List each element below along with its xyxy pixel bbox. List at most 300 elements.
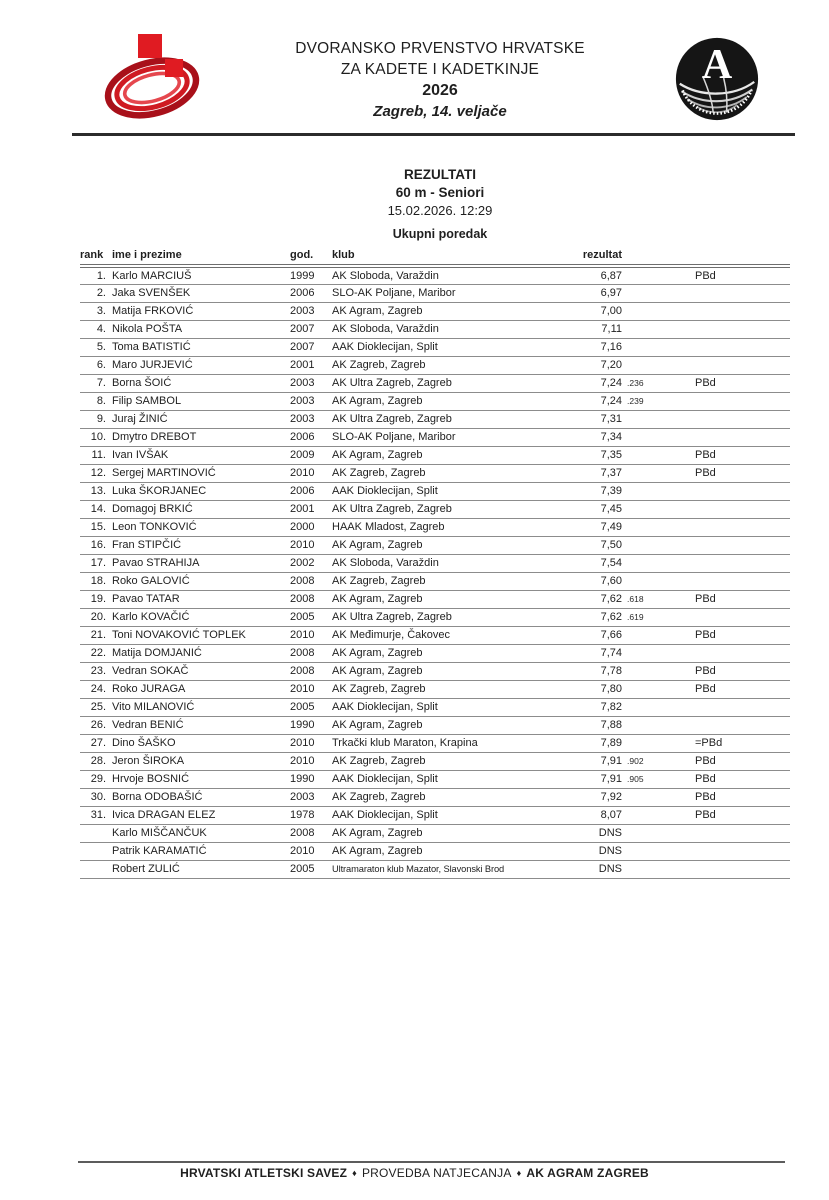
table-row (80, 734, 790, 752)
rank-cell (80, 860, 107, 878)
column-header-note-spacer (662, 246, 790, 266)
result-ms-cell (622, 680, 662, 698)
year-cell: 2008 (290, 572, 332, 590)
note-cell: PBd (662, 590, 790, 608)
footer-middle: PROVEDBA NATJECANJA (361, 1166, 512, 1180)
rank-cell: 13. (80, 482, 107, 500)
result-cell: 7,49 (576, 518, 622, 536)
result-cell: 7,11 (576, 320, 622, 338)
name-cell: Filip SAMBOL (107, 392, 290, 410)
name-cell: Sergej MARTINOVIĆ (107, 464, 290, 482)
rank-cell: 2. (80, 284, 107, 302)
result-ms-cell (622, 482, 662, 500)
note-cell: PBd (662, 374, 790, 392)
year-cell: 1990 (290, 716, 332, 734)
name-cell: Domagoj BRKIĆ (107, 500, 290, 518)
rank-cell: 22. (80, 644, 107, 662)
table-row (80, 338, 790, 356)
result-cell: 7,88 (576, 716, 622, 734)
club-cell: AK Sloboda, Varaždin (332, 554, 576, 572)
name-cell: Pavao STRAHIJA (107, 554, 290, 572)
table-row (80, 860, 790, 878)
result-cell: 7,91 (576, 770, 622, 788)
table-row (80, 554, 790, 572)
result-cell: 7,78 (576, 662, 622, 680)
diamond-separator-icon: ♦ (516, 1168, 522, 1178)
year-cell: 2006 (290, 428, 332, 446)
column-header-year: god. (290, 246, 332, 266)
rank-cell: 5. (80, 338, 107, 356)
note-cell: PBd (662, 806, 790, 824)
table-row (80, 374, 790, 392)
column-header-result: rezultat (576, 246, 622, 266)
year-cell: 2001 (290, 500, 332, 518)
result-ms-cell (622, 428, 662, 446)
note-cell: PBd (662, 662, 790, 680)
club-cell: AK Međimurje, Čakovec (332, 626, 576, 644)
club-cell: AAK Dioklecijan, Split (332, 338, 576, 356)
championship-title-line1: DVORANSKO PRVENSTVO HRVATSKE (295, 40, 585, 57)
result-cell: 7,92 (576, 788, 622, 806)
club-cell: AK Agram, Zagreb (332, 302, 576, 320)
result-cell: 7,54 (576, 554, 622, 572)
result-ms-cell (622, 302, 662, 320)
result-cell: 7,60 (576, 572, 622, 590)
result-cell: 7,20 (576, 356, 622, 374)
rank-cell: 27. (80, 734, 107, 752)
name-cell: Fran STIPČIĆ (107, 536, 290, 554)
result-ms-cell (622, 734, 662, 752)
table-row (80, 464, 790, 482)
year-cell: 2006 (290, 482, 332, 500)
table-row (80, 446, 790, 464)
note-cell: PBd (662, 788, 790, 806)
club-cell: AK Ultra Zagreb, Zagreb (332, 374, 576, 392)
championship-title-line2: ZA KADETE I KADETKINJE (340, 61, 540, 78)
year-cell: 1990 (290, 770, 332, 788)
note-cell (662, 284, 790, 302)
rank-cell: 25. (80, 698, 107, 716)
result-ms-cell (622, 554, 662, 572)
year-cell: 2010 (290, 752, 332, 770)
club-cell: AK Ultra Zagreb, Zagreb (332, 608, 576, 626)
name-cell: Jeron ŠIROKA (107, 752, 290, 770)
result-cell: 7,91 (576, 752, 622, 770)
result-ms-cell (622, 446, 662, 464)
table-row (80, 662, 790, 680)
name-cell: Ivan IVŠAK (107, 446, 290, 464)
result-cell: 7,34 (576, 428, 622, 446)
club-cell: AK Agram, Zagreb (332, 824, 576, 842)
name-cell: Vito MILANOVIĆ (107, 698, 290, 716)
note-cell (662, 698, 790, 716)
result-ms-cell (622, 842, 662, 860)
year-cell: 2010 (290, 536, 332, 554)
result-cell: 7,45 (576, 500, 622, 518)
table-row (80, 302, 790, 320)
club-cell: AK Agram, Zagreb (332, 392, 576, 410)
year-cell: 2008 (290, 644, 332, 662)
note-cell (662, 536, 790, 554)
name-cell: Ivica DRAGAN ELEZ (107, 806, 290, 824)
note-cell: PBd (662, 464, 790, 482)
result-ms-cell (622, 320, 662, 338)
note-cell (662, 320, 790, 338)
result-ms-cell (622, 824, 662, 842)
year-cell: 2008 (290, 824, 332, 842)
table-row (80, 410, 790, 428)
result-ms-cell: .236 (622, 374, 662, 392)
result-cell: 7,16 (576, 338, 622, 356)
table-row (80, 716, 790, 734)
name-cell: Vedran SOKAČ (107, 662, 290, 680)
table-row (80, 752, 790, 770)
table-row (80, 608, 790, 626)
result-ms-cell (622, 572, 662, 590)
table-row (80, 392, 790, 410)
ak-agram-badge-icon (674, 36, 760, 122)
result-cell: 7,62 (576, 590, 622, 608)
name-cell: Dmytro DREBOT (107, 428, 290, 446)
rank-cell: 20. (80, 608, 107, 626)
rank-cell: 21. (80, 626, 107, 644)
result-ms-cell: .905 (622, 770, 662, 788)
result-ms-cell (622, 644, 662, 662)
table-row (80, 320, 790, 338)
note-cell: =PBd (662, 734, 790, 752)
rank-cell: 4. (80, 320, 107, 338)
club-cell: AK Zagreb, Zagreb (332, 464, 576, 482)
year-cell: 2005 (290, 608, 332, 626)
header-divider (72, 133, 795, 136)
footer-organizer: AK AGRAM ZAGREB (526, 1166, 649, 1180)
year-cell: 2007 (290, 320, 332, 338)
rank-cell: 23. (80, 662, 107, 680)
result-ms-cell (622, 266, 662, 284)
note-cell: PBd (662, 770, 790, 788)
note-cell (662, 392, 790, 410)
rank-cell: 10. (80, 428, 107, 446)
club-cell: AK Zagreb, Zagreb (332, 788, 576, 806)
name-cell: Robert ZULIĆ (107, 860, 290, 878)
championship-location-date: Zagreb, 14. veljače (373, 103, 507, 120)
column-header-name: ime i prezime (107, 246, 290, 266)
year-cell: 2010 (290, 680, 332, 698)
note-cell (662, 356, 790, 374)
rank-cell: 26. (80, 716, 107, 734)
result-ms-cell (622, 536, 662, 554)
name-cell: Karlo KOVAČIĆ (107, 608, 290, 626)
rank-cell: 12. (80, 464, 107, 482)
note-cell (662, 824, 790, 842)
name-cell: Karlo MARCIUŠ (107, 266, 290, 284)
note-cell (662, 500, 790, 518)
result-ms-cell (622, 410, 662, 428)
results-heading (60, 166, 820, 243)
name-cell: Dino ŠAŠKO (107, 734, 290, 752)
result-cell: DNS (576, 842, 622, 860)
result-ms-cell (622, 284, 662, 302)
event-name: 60 m - Seniori (395, 185, 485, 200)
club-cell: AK Sloboda, Varaždin (332, 266, 576, 284)
rank-cell: 29. (80, 770, 107, 788)
note-cell: PBd (662, 266, 790, 284)
name-cell: Matija DOMJANIĆ (107, 644, 290, 662)
table-row (80, 482, 790, 500)
note-cell: PBd (662, 446, 790, 464)
result-ms-cell (622, 338, 662, 356)
note-cell (662, 608, 790, 626)
rank-cell: 9. (80, 410, 107, 428)
note-cell: PBd (662, 680, 790, 698)
result-cell: 7,80 (576, 680, 622, 698)
club-cell: AK Agram, Zagreb (332, 662, 576, 680)
results-table (80, 246, 790, 879)
table-row (80, 428, 790, 446)
svg-text:A: A (701, 42, 733, 89)
rank-cell: 31. (80, 806, 107, 824)
note-cell (662, 428, 790, 446)
club-cell: AK Agram, Zagreb (332, 590, 576, 608)
result-cell: 7,37 (576, 464, 622, 482)
note-cell (662, 338, 790, 356)
result-ms-cell (622, 662, 662, 680)
year-cell: 2002 (290, 554, 332, 572)
result-cell: DNS (576, 860, 622, 878)
rank-cell: 30. (80, 788, 107, 806)
table-row (80, 266, 790, 284)
rank-cell (80, 842, 107, 860)
year-cell: 2010 (290, 626, 332, 644)
event-datetime: 15.02.2026. 12:29 (387, 203, 493, 218)
rank-cell: 19. (80, 590, 107, 608)
name-cell: Borna ODOBAŠIĆ (107, 788, 290, 806)
year-cell: 2010 (290, 464, 332, 482)
table-row (80, 788, 790, 806)
club-cell: AK Zagreb, Zagreb (332, 572, 576, 590)
table-row (80, 770, 790, 788)
footer-divider (78, 1161, 785, 1163)
name-cell: Patrik KARAMATIĆ (107, 842, 290, 860)
name-cell: Roko GALOVIĆ (107, 572, 290, 590)
club-cell: AK Ultra Zagreb, Zagreb (332, 500, 576, 518)
result-ms-cell (622, 518, 662, 536)
note-cell (662, 860, 790, 878)
club-cell: SLO-AK Poljane, Maribor (332, 284, 576, 302)
club-cell: AK Ultra Zagreb, Zagreb (332, 410, 576, 428)
result-ms-cell: .618 (622, 590, 662, 608)
note-cell (662, 554, 790, 572)
result-ms-cell: .902 (622, 752, 662, 770)
table-row (80, 536, 790, 554)
year-cell: 2000 (290, 518, 332, 536)
table-row (80, 824, 790, 842)
note-cell: PBd (662, 752, 790, 770)
result-ms-cell: .239 (622, 392, 662, 410)
club-cell: AAK Dioklecijan, Split (332, 770, 576, 788)
note-cell (662, 410, 790, 428)
year-cell: 2001 (290, 356, 332, 374)
footer-federation: HRVATSKI ATLETSKI SAVEZ (180, 1166, 348, 1180)
result-cell: 7,39 (576, 482, 622, 500)
result-ms-cell (622, 698, 662, 716)
result-ms-cell (622, 860, 662, 878)
diamond-separator-icon: ♦ (352, 1168, 357, 1178)
name-cell: Maro JURJEVIĆ (107, 356, 290, 374)
table-row (80, 698, 790, 716)
result-cell: DNS (576, 824, 622, 842)
note-cell (662, 482, 790, 500)
rank-cell: 3. (80, 302, 107, 320)
club-cell: AK Agram, Zagreb (332, 716, 576, 734)
results-subtitle: Ukupni poredak (392, 227, 488, 241)
year-cell: 2003 (290, 788, 332, 806)
year-cell: 2008 (290, 590, 332, 608)
club-cell: AK Agram, Zagreb (332, 446, 576, 464)
table-row (80, 590, 790, 608)
result-cell: 7,82 (576, 698, 622, 716)
result-cell: 7,66 (576, 626, 622, 644)
results-title: REZULTATI (404, 167, 476, 182)
year-cell: 2003 (290, 374, 332, 392)
result-cell: 7,00 (576, 302, 622, 320)
result-cell: 7,24 (576, 392, 622, 410)
name-cell: Nikola POŠTA (107, 320, 290, 338)
club-cell: SLO-AK Poljane, Maribor (332, 428, 576, 446)
name-cell: Leon TONKOVIĆ (107, 518, 290, 536)
club-cell: AAK Dioklecijan, Split (332, 806, 576, 824)
year-cell: 2007 (290, 338, 332, 356)
result-ms-cell (622, 356, 662, 374)
club-cell: HAAK Mladost, Zagreb (332, 518, 576, 536)
name-cell: Luka ŠKORJANEC (107, 482, 290, 500)
name-cell: Matija FRKOVIĆ (107, 302, 290, 320)
result-cell: 7,35 (576, 446, 622, 464)
rank-cell: 18. (80, 572, 107, 590)
rank-cell: 7. (80, 374, 107, 392)
club-cell: Trkački klub Maraton, Krapina (332, 734, 576, 752)
name-cell: Roko JURAGA (107, 680, 290, 698)
rank-cell: 1. (80, 266, 107, 284)
year-cell: 2005 (290, 698, 332, 716)
year-cell: 2010 (290, 842, 332, 860)
rank-cell: 15. (80, 518, 107, 536)
year-cell: 2003 (290, 302, 332, 320)
document-footer (0, 1166, 829, 1180)
note-cell (662, 716, 790, 734)
table-row (80, 644, 790, 662)
result-ms-cell (622, 464, 662, 482)
result-ms-cell (622, 626, 662, 644)
championship-year: 2026 (422, 82, 458, 99)
table-header-row (80, 246, 790, 266)
rank-cell: 14. (80, 500, 107, 518)
year-cell: 2003 (290, 392, 332, 410)
year-cell: 2009 (290, 446, 332, 464)
club-cell: AK Agram, Zagreb (332, 644, 576, 662)
rank-cell: 24. (80, 680, 107, 698)
ak-agram-club-badge-icon (674, 36, 760, 122)
rank-cell: 16. (80, 536, 107, 554)
result-cell: 7,74 (576, 644, 622, 662)
note-cell: PBd (662, 626, 790, 644)
year-cell: 2003 (290, 410, 332, 428)
rank-cell: 8. (80, 392, 107, 410)
rank-cell: 28. (80, 752, 107, 770)
year-cell: 2008 (290, 662, 332, 680)
result-cell: 8,07 (576, 806, 622, 824)
result-cell: 7,89 (576, 734, 622, 752)
club-cell: AAK Dioklecijan, Split (332, 482, 576, 500)
table-row (80, 284, 790, 302)
result-cell: 7,31 (576, 410, 622, 428)
name-cell: Vedran BENIĆ (107, 716, 290, 734)
year-cell: 1999 (290, 266, 332, 284)
result-ms-cell: .619 (622, 608, 662, 626)
rank-cell (80, 824, 107, 842)
result-cell: 7,62 (576, 608, 622, 626)
year-cell: 2005 (290, 860, 332, 878)
column-header-club: klub (332, 246, 576, 266)
note-cell (662, 302, 790, 320)
club-cell: AK Agram, Zagreb (332, 536, 576, 554)
result-ms-cell (622, 788, 662, 806)
club-cell: AK Agram, Zagreb (332, 842, 576, 860)
table-row (80, 356, 790, 374)
result-cell: 7,50 (576, 536, 622, 554)
result-cell: 6,87 (576, 266, 622, 284)
rank-cell: 17. (80, 554, 107, 572)
table-row (80, 842, 790, 860)
result-ms-cell (622, 806, 662, 824)
name-cell: Pavao TATAR (107, 590, 290, 608)
year-cell: 2010 (290, 734, 332, 752)
year-cell: 2006 (290, 284, 332, 302)
name-cell: Hrvoje BOSNIĆ (107, 770, 290, 788)
club-cell: AK Sloboda, Varaždin (332, 320, 576, 338)
note-cell (662, 572, 790, 590)
column-header-rank: rank (80, 246, 107, 266)
name-cell: Toma BATISTIĆ (107, 338, 290, 356)
rank-cell: 6. (80, 356, 107, 374)
name-cell: Jaka SVENŠEK (107, 284, 290, 302)
name-cell: Toni NOVAKOVIĆ TOPLEK (107, 626, 290, 644)
name-cell: Juraj ŽINIĆ (107, 410, 290, 428)
club-cell: AK Zagreb, Zagreb (332, 752, 576, 770)
table-row (80, 500, 790, 518)
club-cell: AAK Dioklecijan, Split (332, 698, 576, 716)
result-cell: 7,24 (576, 374, 622, 392)
club-cell: AK Zagreb, Zagreb (332, 680, 576, 698)
note-cell (662, 842, 790, 860)
club-cell: AK Zagreb, Zagreb (332, 356, 576, 374)
result-cell: 6,97 (576, 284, 622, 302)
name-cell: Borna ŠOIĆ (107, 374, 290, 392)
club-cell: Ultramaraton klub Mazator, Slavonski Brod (332, 860, 576, 878)
year-cell: 1978 (290, 806, 332, 824)
table-row (80, 806, 790, 824)
table-row (80, 626, 790, 644)
note-cell (662, 644, 790, 662)
table-row (80, 518, 790, 536)
table-row (80, 572, 790, 590)
table-row (80, 680, 790, 698)
rank-cell: 11. (80, 446, 107, 464)
results-table-body (80, 266, 790, 878)
column-header-ms-spacer (622, 246, 662, 266)
note-cell (662, 518, 790, 536)
result-ms-cell (622, 500, 662, 518)
